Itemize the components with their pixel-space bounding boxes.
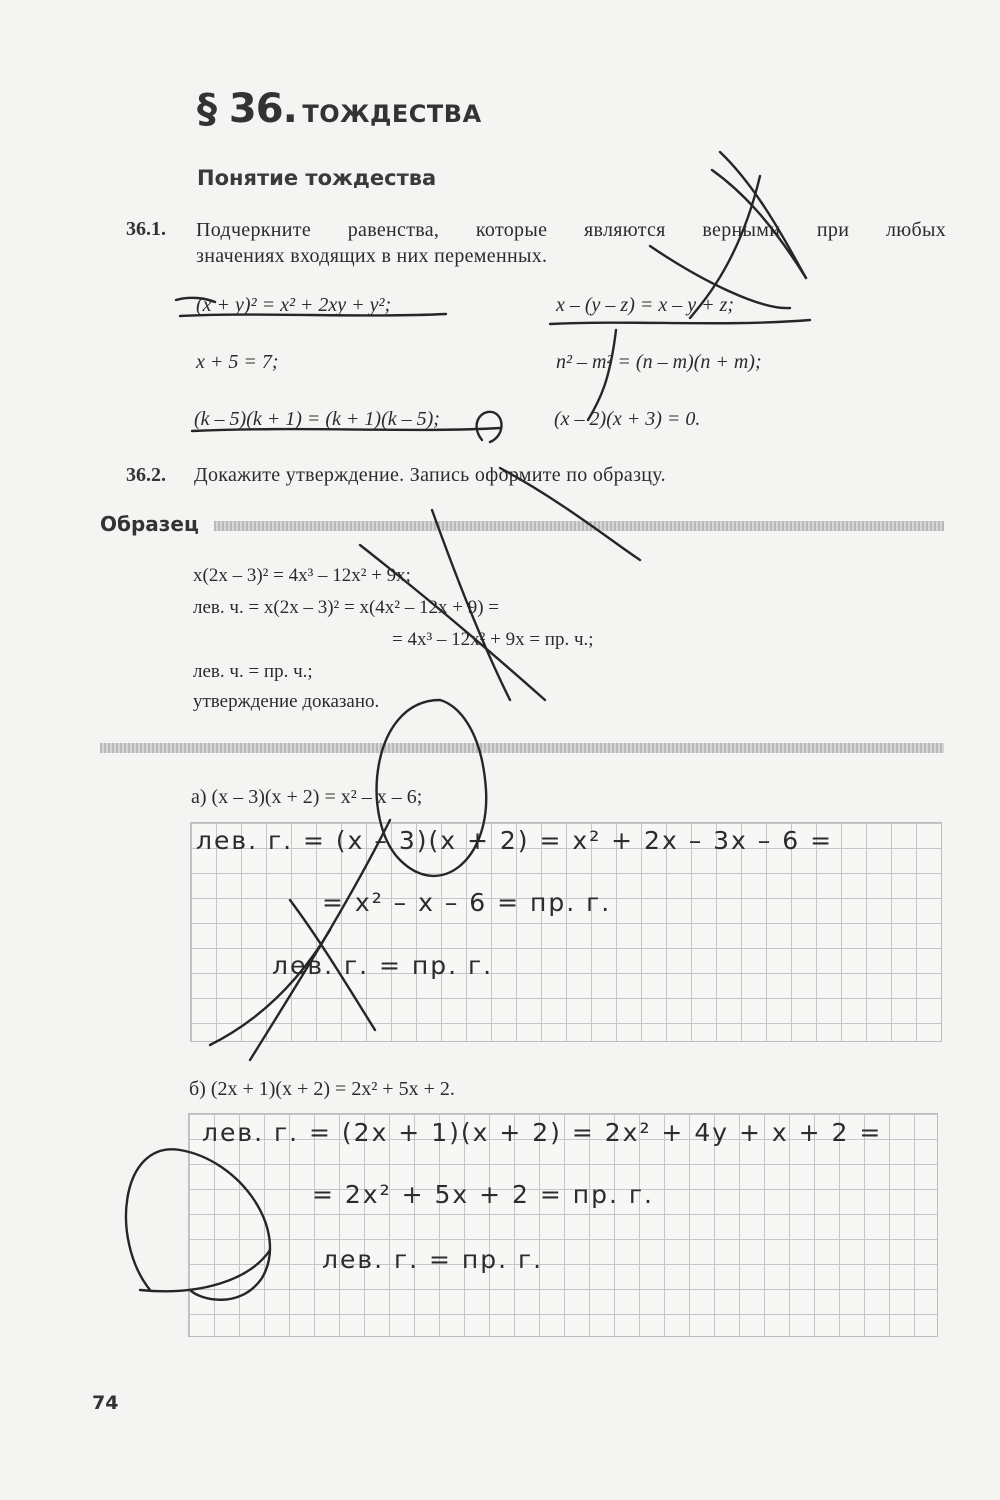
part-a-answer-grid[interactable]	[190, 822, 942, 1042]
scribble-circle-small	[477, 412, 502, 442]
task-36-1-text-line2: значениях входящих в них переменных.	[196, 245, 548, 267]
part-b-statement: б) (2x + 1)(x + 2) = 2x² + 5x + 2.	[189, 1078, 455, 1100]
sample-line-3: = 4x³ – 12x² + 9x = пр. ч.;	[392, 629, 594, 650]
equation-4: n² – m² = (n – m)(n + m);	[556, 351, 762, 373]
equation-6: (x – 2)(x + 3) = 0.	[554, 408, 701, 430]
scribble-stroke-1	[720, 152, 806, 278]
subsection-title: Понятие тождества	[197, 166, 437, 190]
task-36-1-number: 36.1.	[126, 218, 166, 240]
part-b-handwriting-line-2: = 2x² + 5x + 2 = пр. г.	[312, 1180, 654, 1209]
task-36-1-text-line1: Подчеркните равенства, которые являются верными при любых	[196, 219, 946, 241]
sample-label: Образец	[100, 512, 199, 536]
sample-line-2: лев. ч. = x(2x – 3)² = x(4x² – 12x + 9) =	[193, 597, 500, 618]
page-number: 74	[92, 1392, 119, 1414]
sample-line-1: x(2x – 3)² = 4x³ – 12x² + 9x;	[193, 565, 411, 586]
sample-line-5: утверждение доказано.	[193, 691, 380, 712]
section-number: § 36.	[197, 86, 297, 132]
sample-line-4: лев. ч. = пр. ч.;	[193, 661, 313, 682]
equation-1: (x + y)² = x² + 2xy + y²;	[196, 294, 392, 316]
part-b-handwriting-line-1: лев. г. = (2x + 1)(x + 2) = 2x² + 4y + x + 2 =	[202, 1118, 883, 1147]
part-a-statement: а) (x – 3)(x + 2) = x² – x – 6;	[191, 786, 423, 808]
section-title: ТОЖДЕСТВА	[302, 100, 482, 128]
part-a-handwriting-line-1: лев. г. = (x – 3)(x + 2) = x² + 2x – 3x – 6 =	[196, 826, 834, 855]
part-a-handwriting-line-3: лев. г. = пр. г.	[272, 951, 494, 980]
scribble-stroke-5	[588, 330, 616, 420]
section-heading	[197, 86, 482, 132]
task-36-2-number: 36.2.	[126, 464, 166, 486]
part-a-handwriting-line-2: = x² – x – 6 = пр. г.	[322, 888, 612, 917]
equation-5: (k – 5)(k + 1) = (k + 1)(k – 5);	[194, 408, 440, 430]
sample-top-divider	[214, 521, 944, 531]
sample-bottom-divider	[100, 743, 944, 753]
underline-equation-2	[550, 320, 810, 324]
task-36-2-text: Докажите утверждение. Запись оформите по образцу.	[194, 464, 666, 486]
equation-3: x + 5 = 7;	[196, 351, 279, 373]
equation-2: x – (y – z) = x – y + z;	[556, 294, 735, 316]
part-b-handwriting-line-3: лев. г. = пр. г.	[322, 1245, 544, 1274]
